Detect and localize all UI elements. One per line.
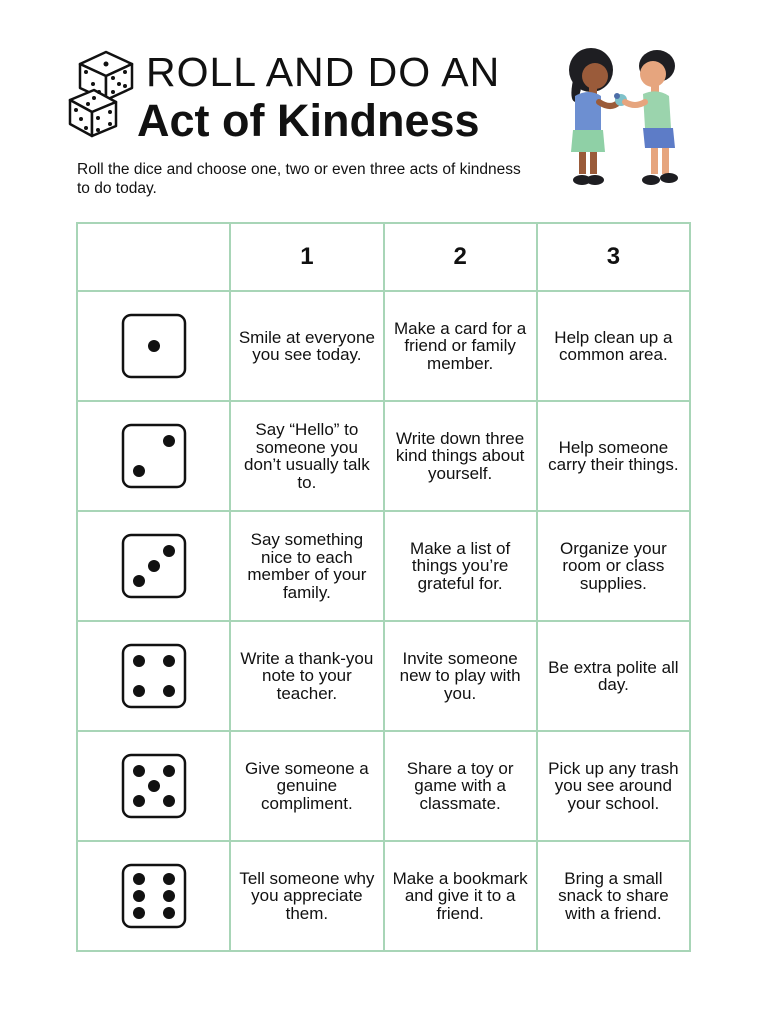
two-kids-sharing-gift-illustration [545,40,700,195]
die-pip [133,765,145,777]
die-pip [148,340,160,352]
die-pip [133,890,145,902]
die-pip [163,795,175,807]
die-cell [77,291,230,401]
act-cell: Make a list of things you’re grateful for. [384,511,537,621]
die-pip [133,685,145,697]
act-cell: Say “Hello” to someone you don’t usually talk to. [230,401,383,511]
instructions-text: Roll the dice and choose one, two or even three acts of kindness to do today. [77,161,521,197]
die-pip [133,575,145,587]
table-row [77,291,690,401]
page-title-line2: Act of Kindness [137,95,480,146]
act-cell: Be extra polite all day. [537,621,690,731]
dice-pair-icon [66,48,138,140]
header-cell-1: 1 [230,223,383,291]
table-row [77,731,690,841]
act-cell: Invite someone new to play with you. [384,621,537,731]
die-pip [163,765,175,777]
act-cell: Give someone a genuine compliment. [230,731,383,841]
table-row [77,841,690,951]
header-cell-3: 3 [537,223,690,291]
die-cell [77,621,230,731]
die-outline [123,645,185,707]
act-cell: Write down three kind things about yourself. [384,401,537,511]
act-cell: Say something nice to each member of your family. [230,511,383,621]
die-pip [163,655,175,667]
die-pip [133,873,145,885]
kindness-table [76,222,691,952]
die-outline [123,425,185,487]
die-pip [163,890,175,902]
table-row [77,511,690,621]
die-cell [77,401,230,511]
die-face-2-icon [121,423,187,489]
die-face-1-icon [121,313,187,379]
die-pip [148,560,160,572]
act-cell: Write a thank-you note to your teacher. [230,621,383,731]
table-row [77,621,690,731]
die-pip [133,795,145,807]
table-header-row [77,223,690,291]
die-pip [133,907,145,919]
act-cell: Smile at everyone you see today. [230,291,383,401]
die-cell [77,731,230,841]
die-face-6-icon [121,863,187,929]
die-face-4-icon [121,643,187,709]
die-pip [163,545,175,557]
die-pip [163,435,175,447]
act-cell: Pick up any trash you see around your school. [537,731,690,841]
table-row [77,401,690,511]
header-cell-blank [77,223,230,291]
die-pip [133,465,145,477]
die-pip [133,655,145,667]
die-pip [163,685,175,697]
act-cell: Share a toy or game with a classmate. [384,731,537,841]
header-cell-2: 2 [384,223,537,291]
die-face-3-icon [121,533,187,599]
act-cell: Help clean up a common area. [537,291,690,401]
act-cell: Help someone carry their things. [537,401,690,511]
act-cell: Bring a small snack to share with a friend. [537,841,690,951]
die-pip [163,873,175,885]
die-face-5-icon [121,753,187,819]
page-title-line1: ROLL AND DO AN [146,49,501,95]
die-cell [77,841,230,951]
die-cell [77,511,230,621]
die-pip [163,907,175,919]
act-cell: Make a card for a friend or family member. [384,291,537,401]
act-cell: Make a bookmark and give it to a friend. [384,841,537,951]
act-cell: Tell someone why you appreciate them. [230,841,383,951]
die-pip [148,780,160,792]
die-outline [123,865,185,927]
act-cell: Organize your room or class supplies. [537,511,690,621]
